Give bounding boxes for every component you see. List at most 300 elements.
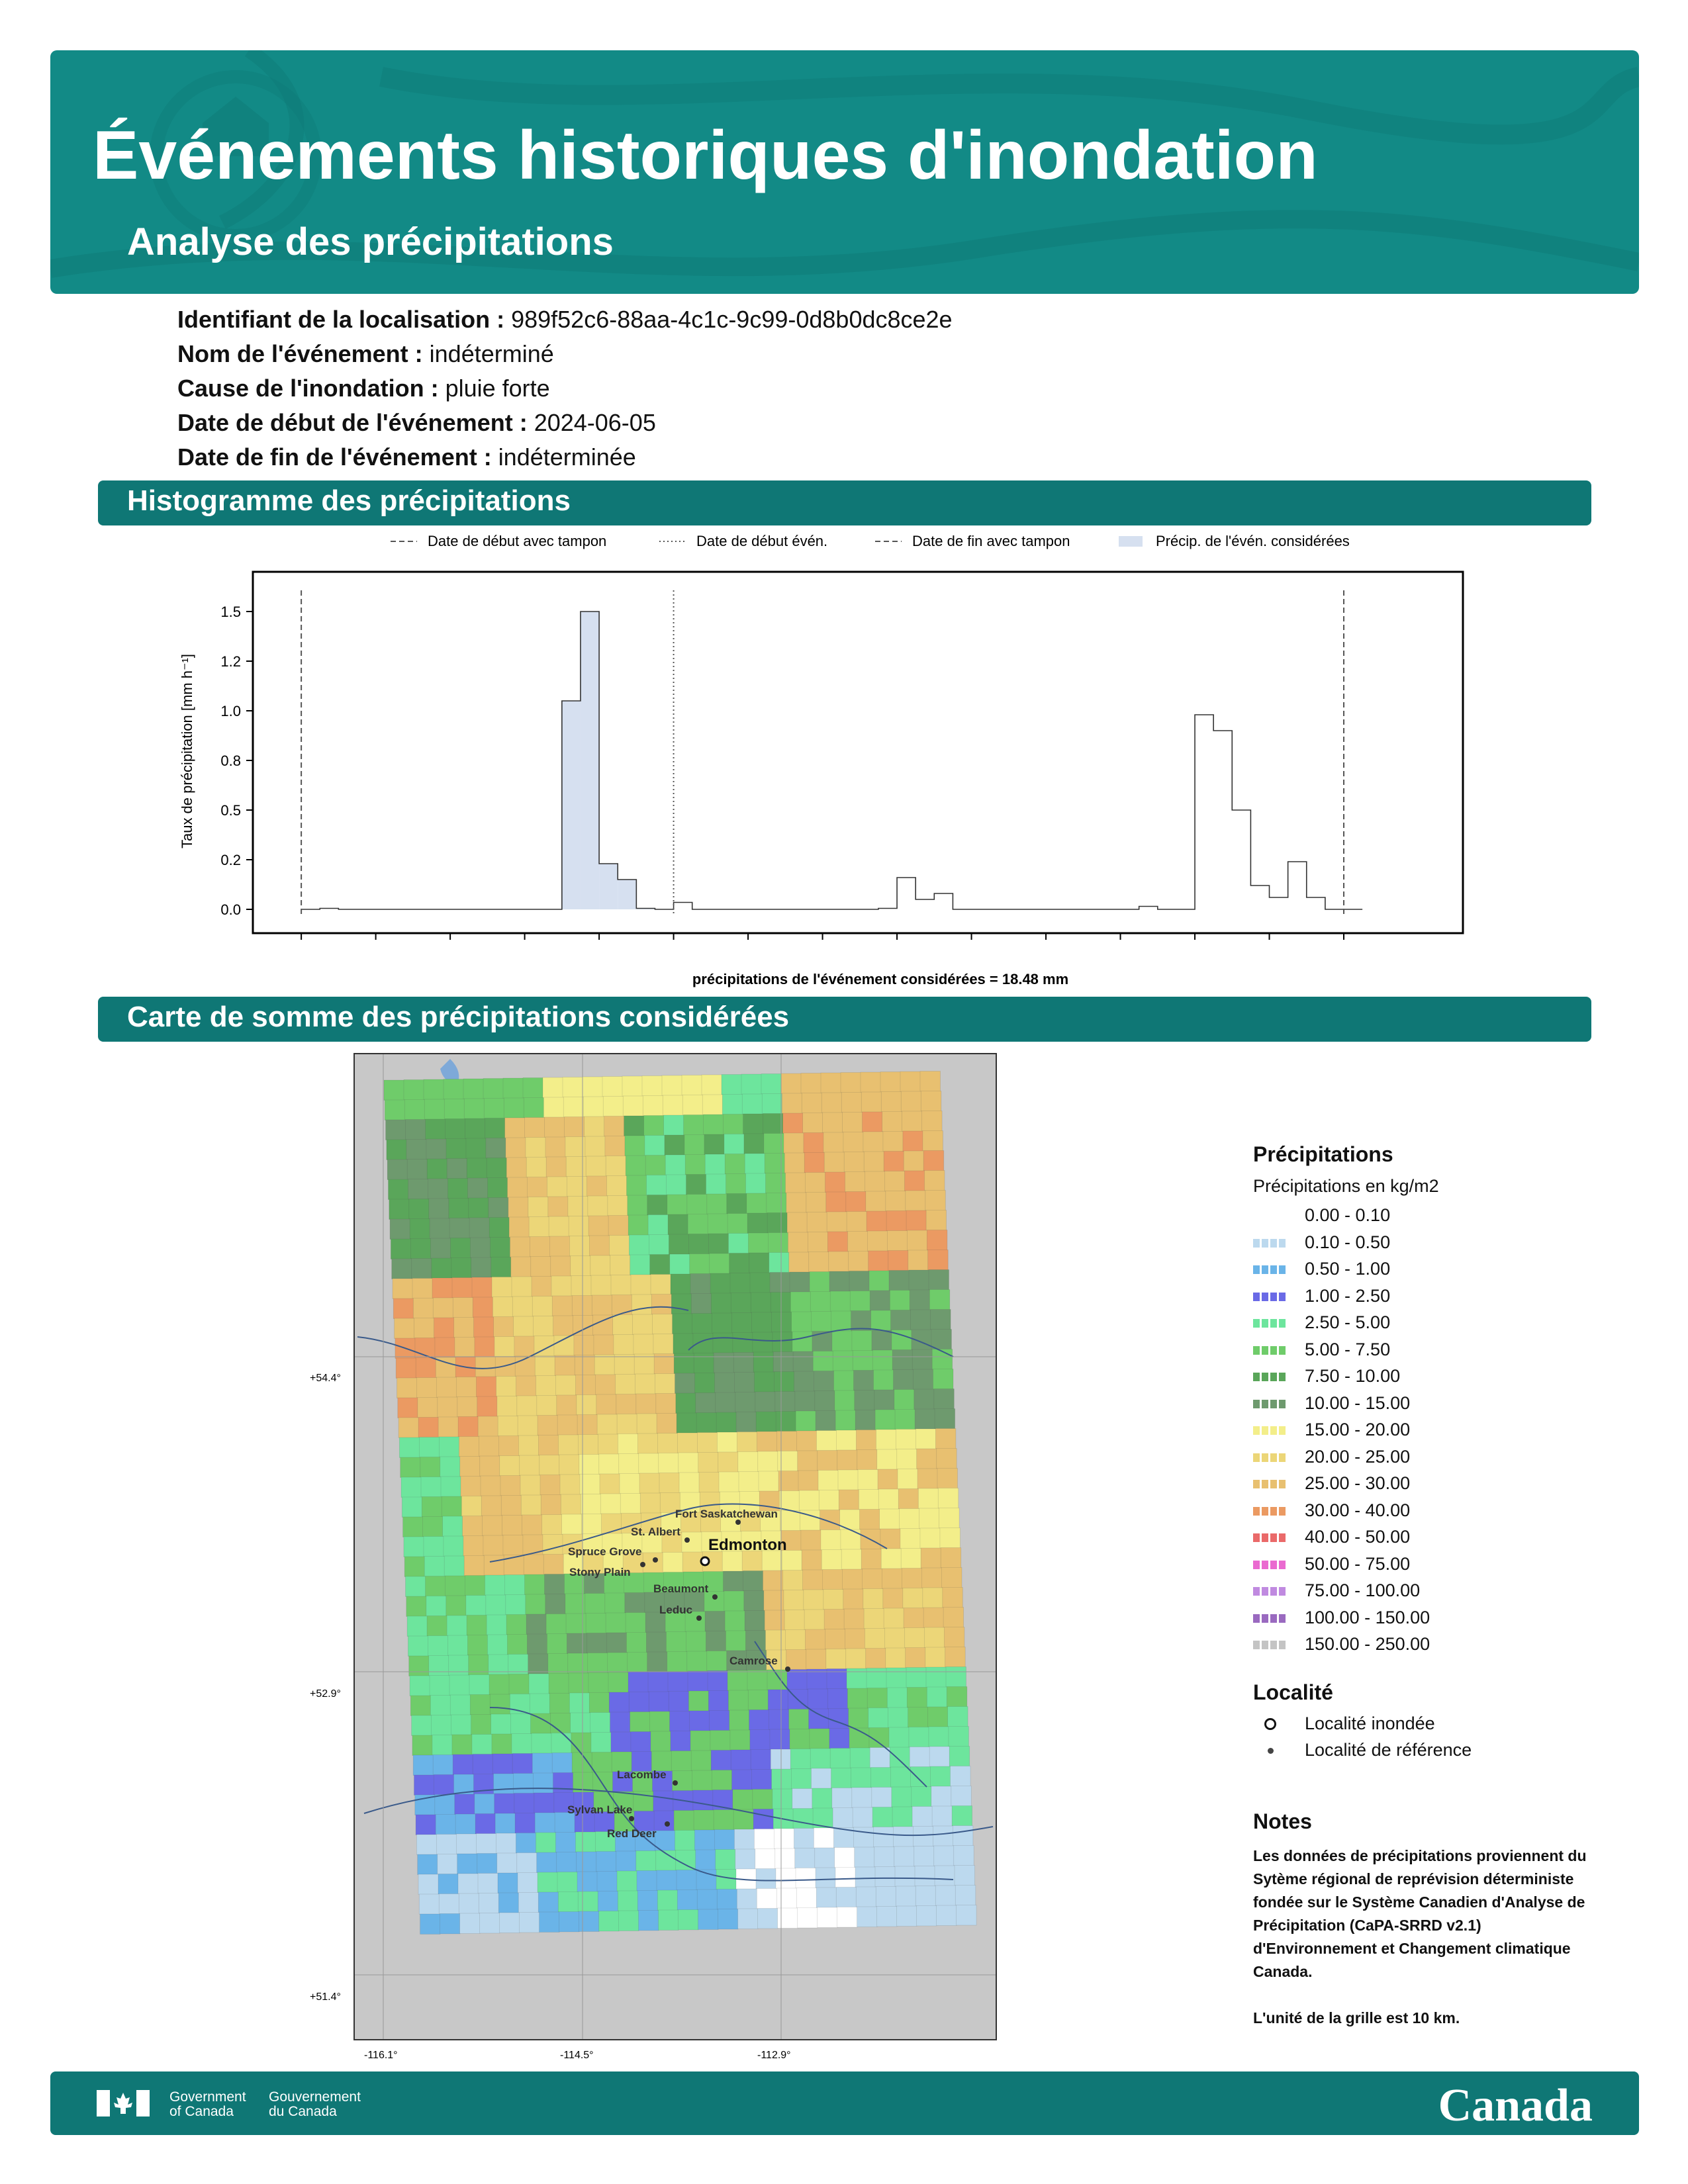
- grid-cell: [875, 1867, 896, 1888]
- grid-cell: [559, 1455, 580, 1475]
- grid-cell: [934, 1846, 955, 1866]
- grid-cell: [927, 1687, 947, 1707]
- grid-cell: [496, 1377, 517, 1397]
- grid-cell: [547, 1177, 568, 1197]
- y-tick-label: 0.5: [220, 802, 241, 819]
- grid-cell: [765, 1630, 786, 1651]
- grid-cell: [753, 1332, 773, 1353]
- grid-cell: [576, 1375, 596, 1396]
- locality-label: Localité inondée: [1305, 1713, 1435, 1733]
- grid-cell: [618, 1434, 638, 1455]
- grid-cell: [418, 1874, 439, 1895]
- grid-cell: [507, 1635, 528, 1655]
- grid-cell: [549, 1216, 569, 1237]
- grid-cell: [692, 1314, 713, 1334]
- grid-cell: [727, 1670, 748, 1691]
- grid-cell: [832, 1788, 853, 1809]
- grid-cell: [426, 1576, 446, 1597]
- grid-cell: [932, 1349, 953, 1370]
- grid-cell: [466, 1138, 487, 1159]
- grid-cell: [432, 1258, 452, 1279]
- grid-cell: [628, 1653, 648, 1673]
- chart-bars: [301, 612, 1362, 909]
- grid-cell: [667, 1652, 687, 1672]
- grid-cell: [477, 1396, 498, 1417]
- reference-marker: [629, 1816, 634, 1821]
- grid-cell: [895, 1410, 915, 1430]
- grid-cell: [548, 1197, 569, 1217]
- grid-cell: [897, 1449, 917, 1470]
- grid-cell: [637, 1414, 657, 1434]
- grid-cell: [448, 1179, 469, 1199]
- grid-cell: [634, 1354, 655, 1375]
- grid-cell: [773, 1789, 793, 1809]
- grid-cell: [639, 1453, 659, 1474]
- grid-cell: [526, 1158, 547, 1178]
- lat-label: +52.9°: [310, 1688, 341, 1700]
- considered-bar: [599, 864, 618, 909]
- grid-cell: [543, 1097, 564, 1118]
- grid-cell: [679, 1473, 700, 1493]
- grid-cell: [422, 1497, 442, 1518]
- grid-cell: [827, 1212, 847, 1232]
- grid-cell: [698, 1909, 719, 1930]
- grid-cell: [948, 1707, 968, 1727]
- grid-cell: [485, 1118, 506, 1139]
- grid-cell: [748, 1690, 769, 1711]
- grid-cell: [562, 1514, 583, 1535]
- grid-cell: [917, 1906, 937, 1927]
- grid-cell: [904, 1608, 924, 1629]
- grid-cell: [928, 1707, 949, 1727]
- grid-cell: [784, 1133, 804, 1154]
- grid-cell: [463, 1536, 484, 1557]
- grid-cell: [490, 1238, 510, 1258]
- grid-cell: [731, 1750, 751, 1770]
- grid-cell: [438, 1417, 459, 1437]
- grid-cell: [803, 1570, 823, 1590]
- grid-cell: [769, 1709, 790, 1730]
- grid-cell: [436, 1835, 457, 1855]
- grid-cell: [491, 1257, 512, 1278]
- grid-cell: [608, 1216, 629, 1236]
- grid-cell: [667, 1175, 687, 1195]
- grid-cell: [911, 1310, 931, 1330]
- grid-cell: [617, 1414, 637, 1435]
- grid-cell: [399, 1418, 419, 1438]
- grid-cell: [838, 1470, 859, 1490]
- grid-cell: [568, 1197, 588, 1217]
- considered-bar: [618, 880, 636, 909]
- grid-cell: [790, 1272, 810, 1293]
- grid-cell: [783, 1570, 804, 1591]
- grid-cell: [397, 1378, 418, 1398]
- grid-cell: [677, 1413, 697, 1433]
- grid-cell: [731, 1293, 751, 1314]
- lon-label: -116.1°: [364, 2050, 398, 2061]
- grid-cell: [668, 1214, 688, 1235]
- grid-cell: [618, 1891, 638, 1911]
- grid-cell: [751, 1293, 771, 1313]
- grid-cell: [690, 1711, 710, 1731]
- grid-cell: [773, 1352, 794, 1373]
- legend-items: [1253, 1202, 1597, 1658]
- grid-cell: [602, 1514, 622, 1534]
- info-location-id: [177, 306, 953, 334]
- grid-cell: [412, 1735, 433, 1756]
- grid-cell: [514, 1336, 535, 1357]
- grid-cell: [742, 1094, 763, 1115]
- grid-cell: [653, 1791, 674, 1811]
- grid-cell: [818, 1471, 839, 1491]
- grid-cell: [821, 1093, 842, 1113]
- grid-cell: [951, 1766, 971, 1787]
- legend-title: Précipitations: [1253, 1142, 1393, 1166]
- grid-cell: [558, 1892, 579, 1913]
- reference-marker: [640, 1562, 645, 1567]
- grid-cell: [917, 1469, 938, 1489]
- grid-cell: [891, 1767, 912, 1788]
- grid-cell: [594, 1355, 615, 1375]
- legend-subtitle: Précipitations en kg/m2: [1253, 1176, 1439, 1196]
- grid-cell: [438, 1397, 458, 1418]
- grid-cell: [804, 1153, 825, 1173]
- grid-cell: [841, 1549, 862, 1570]
- grid-cell: [673, 1334, 694, 1354]
- grid-cell: [774, 1372, 795, 1392]
- grid-cell: [472, 1277, 492, 1298]
- grid-cell: [509, 1217, 530, 1238]
- grid-cell: [466, 1596, 487, 1616]
- grid-cell: [733, 1790, 753, 1810]
- grid-cell: [737, 1889, 757, 1909]
- grid-cell: [892, 1350, 913, 1371]
- locality-flooded: [1253, 1710, 1597, 1737]
- grid-cell: [714, 1810, 734, 1831]
- grid-cell: [631, 1275, 651, 1295]
- grid-cell: [896, 1430, 916, 1450]
- grid-cell: [816, 1888, 837, 1908]
- grid-cell: [432, 1735, 453, 1756]
- grid-cell: [630, 1712, 651, 1733]
- grid-cell: [735, 1849, 756, 1870]
- info-value: pluie forte: [445, 375, 550, 402]
- grid-cell: [637, 1891, 658, 1911]
- grid-cell: [603, 1097, 624, 1117]
- grid-cell: [855, 1847, 875, 1868]
- grid-cell: [433, 1298, 453, 1318]
- grid-cell: [813, 1351, 833, 1372]
- grid-cell: [873, 1827, 894, 1848]
- grid-cell: [588, 1196, 608, 1216]
- grid-cell: [492, 1277, 512, 1298]
- grid-cell: [518, 1416, 538, 1436]
- grid-cell: [579, 1455, 600, 1475]
- grid-cell: [404, 1537, 424, 1557]
- grid-cell: [645, 1156, 666, 1176]
- grid-cell: [386, 1120, 406, 1140]
- grid-cell: [665, 1135, 685, 1156]
- grid-cell: [549, 1694, 570, 1714]
- grid-cell: [610, 1255, 631, 1276]
- grid-cell: [887, 1231, 908, 1251]
- grid-cell: [578, 1891, 598, 1912]
- grid-cell: [724, 1134, 745, 1155]
- grid-cell: [506, 1138, 526, 1158]
- grid-cell: [504, 1098, 524, 1118]
- grid-cell: [854, 1371, 874, 1391]
- grid-cell: [535, 1356, 555, 1377]
- grid-cell: [888, 1707, 909, 1728]
- legend-swatch: [1253, 1641, 1288, 1649]
- place-label: Stony Plain: [569, 1566, 631, 1578]
- place-label: Camrose: [729, 1655, 778, 1667]
- grid-cell: [439, 1437, 459, 1457]
- grid-cell: [882, 1112, 903, 1132]
- grid-cell: [867, 1688, 888, 1709]
- grid-cell: [659, 1473, 680, 1494]
- grid-cell: [451, 1715, 472, 1735]
- grid-cell: [906, 1648, 926, 1668]
- grid-cell: [406, 1140, 427, 1160]
- grid-cell: [865, 1629, 885, 1649]
- grid-cell: [866, 1649, 886, 1669]
- grid-cell: [713, 1333, 733, 1353]
- grid-cell: [794, 1371, 815, 1392]
- grid-cell: [927, 1230, 947, 1251]
- grid-cell: [901, 1549, 921, 1569]
- grid-cell: [835, 1390, 855, 1411]
- grid-cell: [796, 1868, 816, 1889]
- grid-cell: [404, 1100, 425, 1120]
- place-label: Sylvan Lake: [567, 1803, 633, 1816]
- grid-cell: [668, 1672, 688, 1692]
- grid-cell: [901, 1091, 921, 1112]
- grid-cell: [767, 1193, 787, 1214]
- grid-cell: [928, 1250, 949, 1271]
- grid-cell: [921, 1548, 941, 1569]
- grid-cell: [623, 1096, 643, 1116]
- grid-cell: [855, 1867, 876, 1888]
- grid-cell: [762, 1094, 782, 1115]
- grid-cell: [796, 1411, 816, 1432]
- grid-cell: [729, 1253, 750, 1274]
- grid-cell: [902, 1111, 923, 1132]
- grid-cell: [457, 1397, 478, 1418]
- grid-cell: [657, 1870, 677, 1891]
- grid-cell: [790, 1292, 811, 1312]
- grid-cell: [480, 1913, 500, 1934]
- grid-cell: [861, 1549, 882, 1570]
- grid-cell: [809, 1709, 829, 1729]
- grid-cell: [650, 1711, 671, 1732]
- grid-cell: [757, 1432, 777, 1452]
- canada-wordmark: Canada: [1438, 2080, 1593, 2131]
- grid-cell: [473, 1297, 493, 1318]
- grid-cell: [399, 1437, 420, 1458]
- grid-cell: [778, 1908, 798, 1929]
- grid-cell: [531, 1257, 551, 1277]
- grid-cell: [458, 1874, 479, 1894]
- place-label: Lacombe: [617, 1768, 667, 1781]
- grid-cell: [745, 1611, 765, 1631]
- grid-cell: [937, 1469, 958, 1489]
- grid-cell: [639, 1473, 660, 1494]
- grid-cell: [773, 1332, 793, 1353]
- grid-cell: [586, 1633, 607, 1654]
- grid-cell: [424, 1099, 445, 1120]
- grid-cell: [763, 1114, 784, 1134]
- grid-cell: [718, 1452, 739, 1473]
- grid-cell: [695, 1373, 716, 1394]
- legend-swatch: [1253, 1346, 1288, 1355]
- notes-title: Notes: [1253, 1809, 1312, 1833]
- legend-item: [1253, 1604, 1597, 1631]
- legend-entry: [391, 533, 606, 549]
- grid-cell: [575, 1832, 596, 1852]
- grid-cell: [410, 1676, 430, 1696]
- grid-cell: [687, 1651, 708, 1672]
- grid-cell: [423, 1517, 444, 1537]
- grid-cell: [753, 1790, 773, 1810]
- grid-cell: [955, 1866, 975, 1886]
- grid-cell: [404, 1557, 425, 1577]
- grid-cell: [494, 1794, 515, 1814]
- grid-cell: [555, 1355, 575, 1376]
- legend-item: [1253, 1309, 1597, 1336]
- grid-cell: [889, 1271, 910, 1291]
- grid-cell: [416, 1815, 436, 1835]
- grid-cell: [545, 1137, 566, 1158]
- grid-cell: [784, 1610, 805, 1631]
- grid-cell: [735, 1373, 755, 1393]
- grid-cell: [464, 1099, 485, 1119]
- grid-cell: [657, 1890, 678, 1911]
- grid-cell: [750, 1273, 771, 1293]
- grid-cell: [534, 1793, 555, 1813]
- grid-cell: [929, 1270, 949, 1291]
- grid-cell: [754, 1829, 774, 1850]
- grid-cell: [677, 1870, 697, 1891]
- grid-cell: [716, 1412, 737, 1433]
- grid-cell: [758, 1451, 778, 1472]
- grid-cell: [919, 1508, 940, 1529]
- grid-cell: [772, 1312, 792, 1333]
- legend-swatch: [1253, 1319, 1288, 1328]
- grid-cell: [611, 1275, 632, 1296]
- grid-cell: [744, 1134, 765, 1154]
- chart-date-lines: [301, 590, 1344, 916]
- grid-cell: [592, 1295, 612, 1316]
- grid-cell: [917, 1449, 937, 1469]
- grid-cell: [933, 1826, 953, 1846]
- grid-cell: [444, 1099, 465, 1120]
- grid-cell: [779, 1491, 800, 1512]
- grid-cell: [722, 1095, 743, 1115]
- grid-cell: [424, 1537, 444, 1557]
- grid-cell: [708, 1691, 729, 1711]
- grid-cell: [852, 1788, 872, 1808]
- grid-cell: [925, 1191, 946, 1211]
- grid-cell: [877, 1449, 898, 1470]
- legend-swatch: [1253, 1507, 1288, 1516]
- grid-cell: [421, 1477, 442, 1498]
- grid-cell: [586, 1614, 606, 1634]
- grid-cell: [434, 1318, 455, 1338]
- grid-cell: [802, 1093, 822, 1114]
- grid-cell: [582, 1514, 602, 1535]
- grid-cell: [571, 1256, 591, 1277]
- grid-cell: [806, 1649, 827, 1670]
- grid-cell: [591, 1733, 612, 1753]
- grid-cell: [682, 1075, 702, 1096]
- grid-cell: [624, 1116, 645, 1136]
- grid-cell: [900, 1529, 921, 1549]
- grid-cell: [705, 1154, 726, 1175]
- grid-cell: [567, 1177, 588, 1197]
- grid-cell: [610, 1712, 631, 1733]
- grid-cell: [406, 1120, 426, 1140]
- grid-cell: [577, 1395, 597, 1416]
- grid-cell: [880, 1509, 900, 1529]
- grid-cell: [419, 1894, 440, 1915]
- grid-cell: [894, 1370, 914, 1390]
- place-label: Edmonton: [708, 1536, 787, 1554]
- grid-cell: [688, 1691, 709, 1711]
- grid-cell: [904, 1628, 925, 1649]
- grid-cell: [412, 1715, 432, 1736]
- grid-cell: [636, 1851, 657, 1872]
- grid-cell: [855, 1410, 876, 1431]
- grid-cell: [479, 1436, 499, 1457]
- gov-fr: [269, 2090, 361, 2119]
- legend-item: [1253, 1524, 1597, 1551]
- grid-cell: [874, 1370, 894, 1390]
- grid-cell: [598, 1891, 618, 1912]
- grid-cell: [460, 1913, 481, 1934]
- grid-cell: [747, 1670, 768, 1691]
- grid-cell: [392, 1259, 412, 1279]
- grid-cell: [839, 1490, 859, 1510]
- grid-cell: [457, 1854, 478, 1874]
- grid-cell: [815, 1391, 835, 1412]
- locality-list: [1253, 1710, 1597, 1763]
- grid-cell: [772, 1769, 792, 1790]
- grid-cell: [478, 1874, 498, 1894]
- locality-title: Localité: [1253, 1680, 1333, 1704]
- grid-cell: [619, 1454, 639, 1475]
- grid-cell: [611, 1732, 632, 1752]
- grid-cell: [821, 1073, 841, 1093]
- grid-cell: [716, 1870, 737, 1890]
- grid-cell: [597, 1872, 618, 1892]
- grid-cell: [815, 1848, 835, 1868]
- grid-cell: [810, 1749, 831, 1769]
- grid-cell: [931, 1330, 952, 1350]
- grid-cell: [707, 1651, 727, 1672]
- locality-label: Localité de référence: [1305, 1739, 1472, 1760]
- grid-cell: [597, 1414, 618, 1435]
- grid-cell: [671, 1294, 692, 1314]
- grid-cell: [753, 1809, 774, 1830]
- grid-cell: [784, 1590, 804, 1611]
- legend-item: [1253, 1551, 1597, 1578]
- grid-cell: [767, 1670, 788, 1690]
- grid-cell: [639, 1911, 659, 1931]
- grid-cell: [403, 1517, 424, 1537]
- grid-cell: [579, 1911, 600, 1932]
- grid-cell: [676, 1393, 696, 1414]
